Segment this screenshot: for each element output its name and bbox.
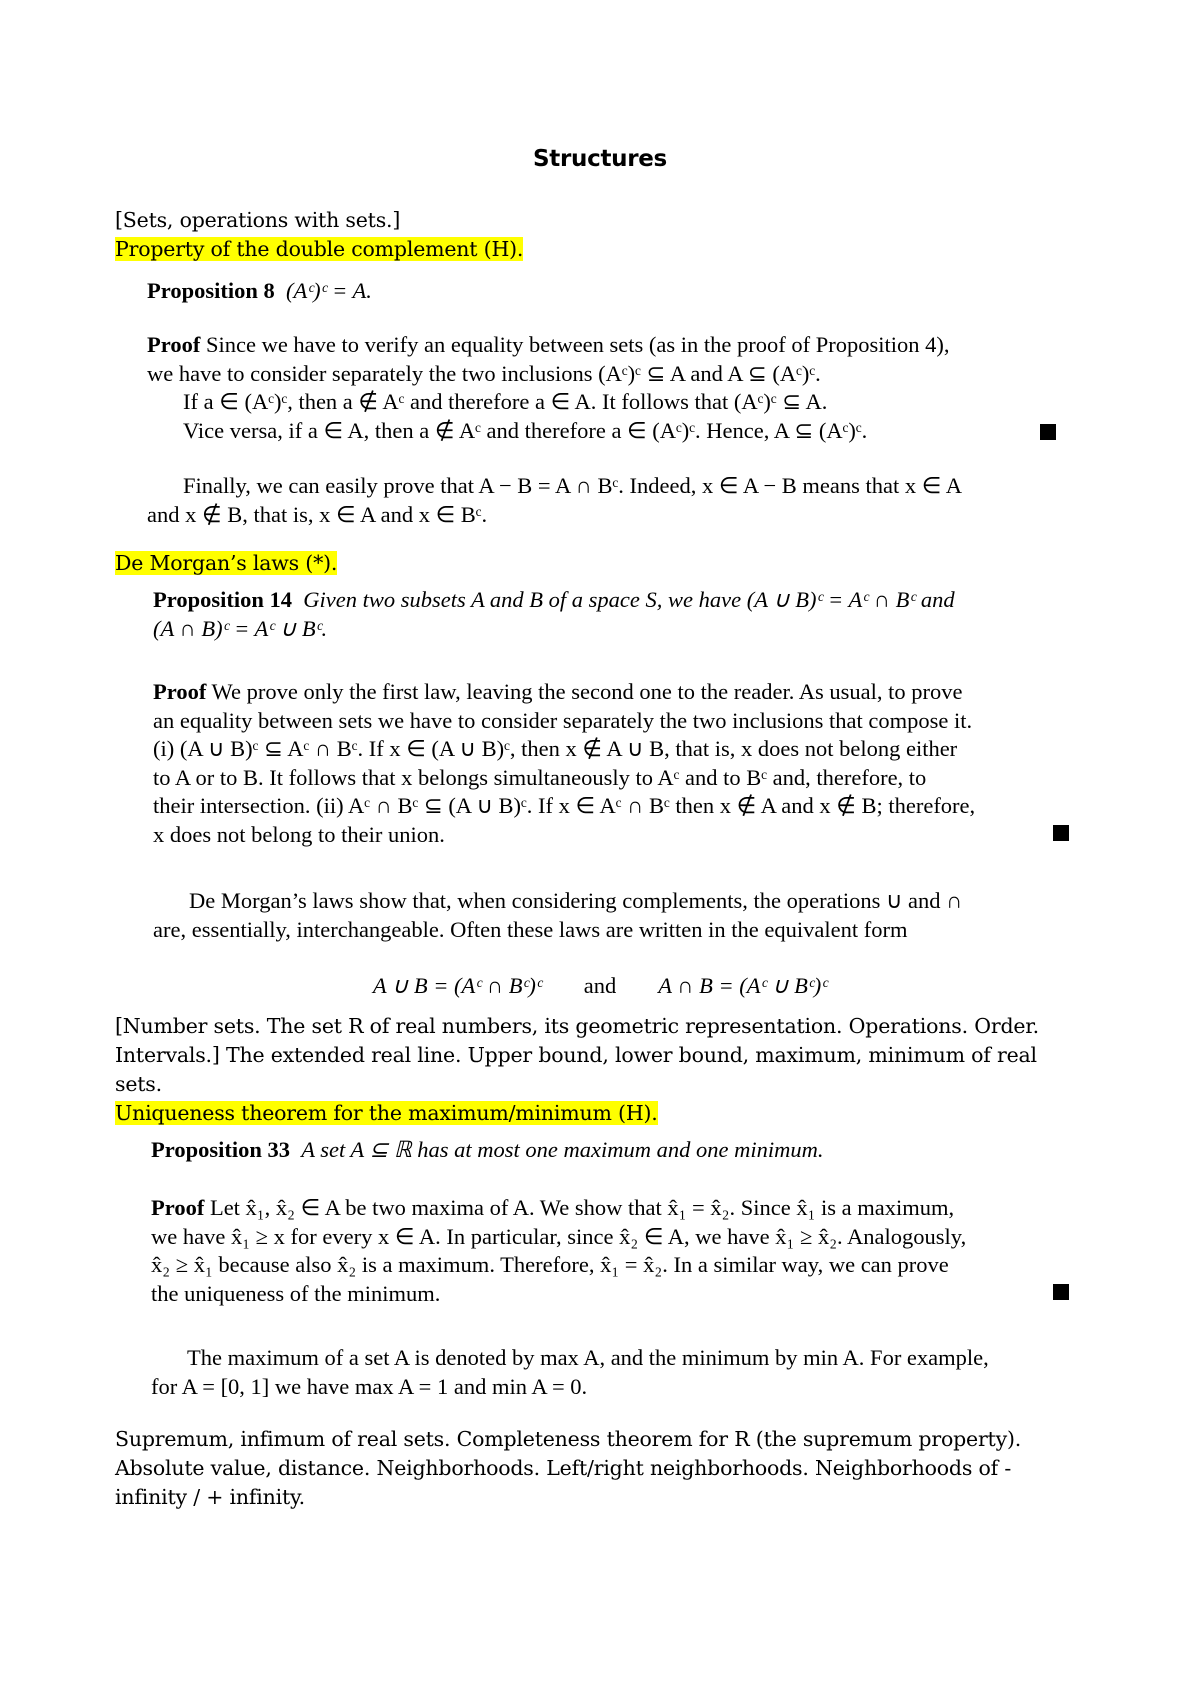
- prop33-after: [151, 1344, 1081, 1401]
- prop14-qed-square: [1053, 825, 1069, 841]
- prop33-proof-line-2: we have x̂₁ ≥ x for every x ∈ A. In particular, since x̂₂ ∈ A, we have x̂₁ ≥ x̂₂. Analogously,: [151, 1223, 967, 1249]
- prop14-after-line-1: De Morgan’s laws show that, when considering complements, the operations ∪ and ∩: [189, 888, 963, 913]
- prop14-proof-line-4: to A or to B. It follows that x belongs simultaneously to Aᶜ and to Bᶜ and, therefore, to: [153, 764, 927, 790]
- prop8-proof-line-4: Vice versa, if a ∈ A, then a ∉ Aᶜ and therefore a ∈ (Aᶜ)ᶜ. Hence, A ⊆ (Aᶜ)ᶜ.: [183, 417, 868, 443]
- note-supremum: Supremum, infimum of real sets. Completeness theorem for R (the supremum property). Absolute value, distance. Neighborhoods. Left/right neighborhoods. Neighborhoods of -infinity / + infinity.: [115, 1427, 1022, 1509]
- prop8-qed-square: [1040, 424, 1056, 440]
- prop8-proof-line-1: Since we have to verify an equality between sets (as in the proof of Proposition 4),: [205, 332, 950, 357]
- prop14-label: Proposition 14: [153, 587, 292, 612]
- prop33-qed-square: [1053, 1284, 1069, 1300]
- prop14-after: [153, 887, 1083, 944]
- prop33-proof-label: Proof: [151, 1195, 205, 1220]
- proposition-33: [151, 1136, 1071, 1165]
- note-de-morgan: [115, 549, 1075, 578]
- highlight-double-complement: Property of the double complement (H).: [115, 237, 524, 261]
- prop33-proof-line-4: the uniqueness of the minimum.: [151, 1280, 441, 1306]
- prop8-proof-label: Proof: [147, 332, 201, 357]
- proposition-14: [153, 586, 1073, 643]
- note-double-complement: [115, 235, 1075, 264]
- prop33-proof-line-1: Let x̂₁, x̂₂ ∈ A be two maxima of A. We show that x̂₁ = x̂₂. Since x̂₁ is a maximum,: [209, 1195, 955, 1220]
- formula-right: A ∩ B = (Aᶜ ∪ Bᶜ)ᶜ: [658, 973, 828, 998]
- prop8-label: Proposition 8: [147, 278, 275, 303]
- prop14-after-line-2: are, essentially, interchangeable. Often these laws are written in the equivalent form: [153, 916, 908, 942]
- prop8-proof-line-3: If a ∈ (Aᶜ)ᶜ, then a ∉ Aᶜ and therefore a ∈ A. It follows that (Aᶜ)ᶜ ⊆ A.: [183, 389, 828, 414]
- prop8-after-line-1: Finally, we can easily prove that A − B = A ∩ Bᶜ. Indeed, x ∈ A − B means that x ∈ A: [183, 473, 962, 498]
- prop14-statement-line-1: Given two subsets A and B of a space S, we have (A ∪ B)ᶜ = Aᶜ ∩ Bᶜ and: [303, 587, 955, 612]
- note-number-sets: [Number sets. The set R of real numbers, its geometric representation. Operations. Order. Intervals.] The extended real line. Upper bound, lower bound, maximum, minimum of real sets.: [115, 1014, 1039, 1096]
- prop14-proof-label: Proof: [153, 679, 207, 704]
- note-sets: [Sets, operations with sets.]: [115, 208, 401, 232]
- prop33-after-line-1: The maximum of a set A is denoted by max A, and the minimum by min A. For example,: [187, 1345, 989, 1370]
- prop14-statement-line-2: (A ∩ B)ᶜ = Aᶜ ∪ Bᶜ.: [153, 615, 328, 641]
- formula-and: and: [583, 973, 617, 998]
- prop8-after: [147, 472, 1067, 529]
- prop33-proof-line-3: x̂₂ ≥ x̂₁ because also x̂₂ is a maximum. Therefore, x̂₁ = x̂₂. In a similar way, we can prove: [151, 1252, 949, 1277]
- prop33-label: Proposition 33: [151, 1137, 290, 1162]
- prop33-proof: [151, 1194, 1081, 1308]
- prop8-after-line-2: and x ∉ B, that is, x ∈ A and x ∈ Bᶜ.: [147, 501, 488, 527]
- prop14-proof: [153, 678, 1083, 849]
- prop14-proof-line-6: x does not belong to their union.: [153, 821, 445, 847]
- highlight-de-morgan: De Morgan’s laws (*).: [115, 551, 338, 575]
- prop33-after-line-2: for A = [0, 1] we have max A = 1 and min A = 0.: [151, 1373, 588, 1399]
- de-morgan-formula: [0, 972, 1200, 1001]
- highlight-uniqueness: Uniqueness theorem for the maximum/minimum (H).: [115, 1101, 658, 1125]
- prop14-proof-line-3: (i) (A ∪ B)ᶜ ⊆ Aᶜ ∩ Bᶜ. If x ∈ (A ∪ B)ᶜ, then x ∉ A ∪ B, that is, x does not belong either: [153, 736, 958, 761]
- prop8-proof-line-2: we have to consider separately the two inclusions (Aᶜ)ᶜ ⊆ A and A ⊆ (Aᶜ)ᶜ.: [147, 360, 821, 386]
- note-uniqueness: [115, 1099, 1075, 1128]
- prop8-proof: [147, 331, 1067, 445]
- prop14-proof-line-5: their intersection. (ii) Aᶜ ∩ Bᶜ ⊆ (A ∪ B)ᶜ. If x ∈ Aᶜ ∩ Bᶜ then x ∉ A and x ∉ B; therefore,: [153, 793, 976, 818]
- prop14-proof-line-2: an equality between sets we have to consider separately the two inclusions that compose it.: [153, 707, 973, 733]
- page-title: Structures: [533, 146, 667, 172]
- prop8-statement: (Aᶜ)ᶜ = A.: [285, 278, 372, 303]
- prop33-statement: A set A ⊆ ℝ has at most one maximum and one minimum.: [301, 1137, 824, 1162]
- formula-left: A ∪ B = (Aᶜ ∩ Bᶜ)ᶜ: [372, 973, 542, 998]
- proposition-8: [147, 277, 1067, 306]
- prop14-proof-line-1: We prove only the first law, leaving the second one to the reader. As usual, to prove: [211, 679, 963, 704]
